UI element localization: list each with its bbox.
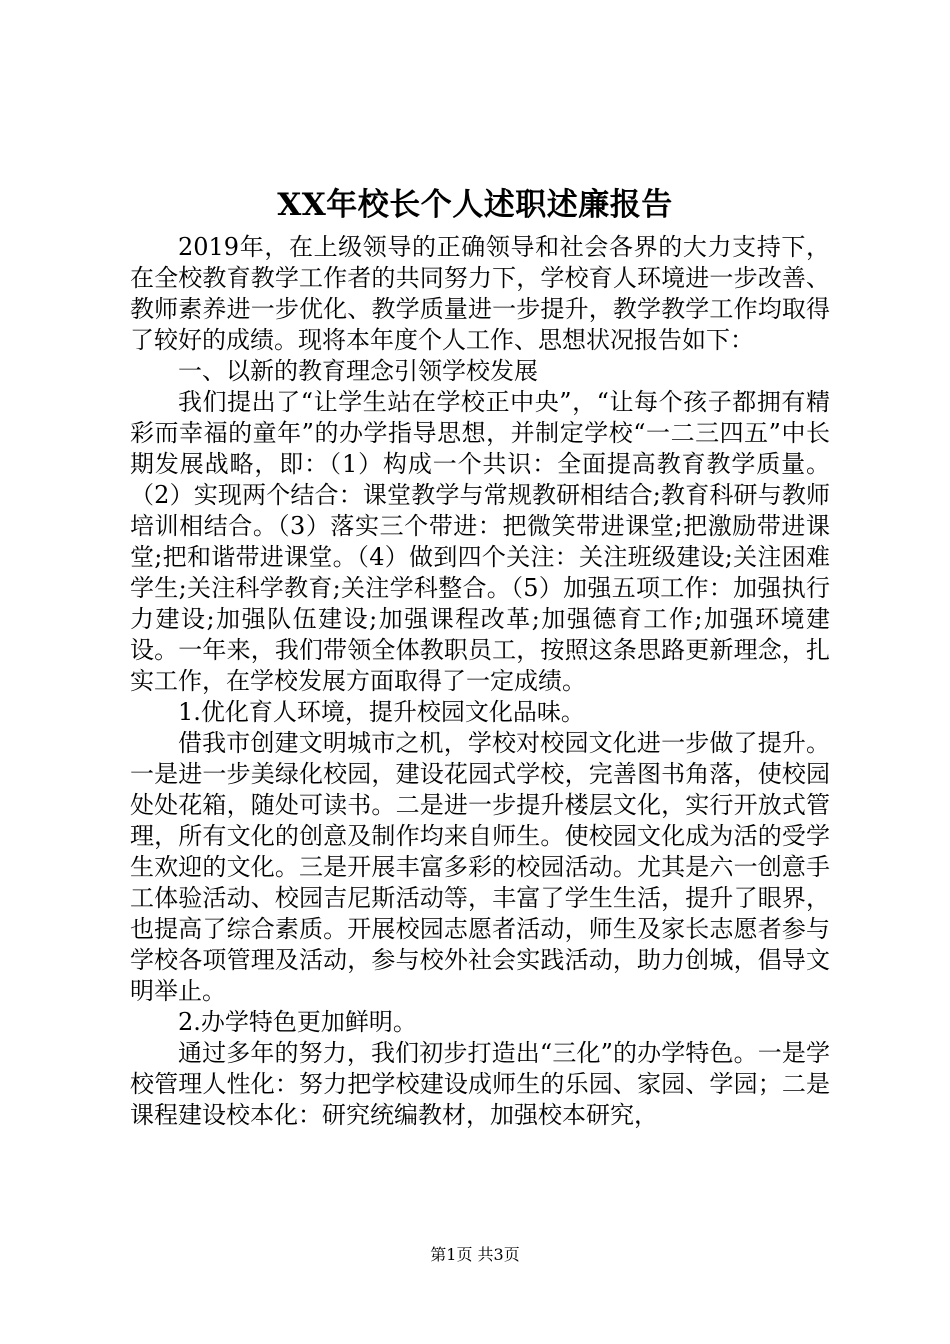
subheading-2: 2.办学特色更加鲜明。	[178, 1008, 417, 1036]
paragraph-strategy: 我们提出了“让学生站在学校正中央”，“让每个孩子都拥有精彩而幸福的童年”的办学指导思想，并制定学校“一二三四五”中长期发展战略，即：（1）构成一个共识：全面提高教育教学质量。（2）实现两个结合：课堂教学与常规教研相结合;教育科研与教师培训相结合。（3）落实三个带进：把微笑带进课堂;把激励带进课堂;把和谐带进课堂。（4）做到四个关注：关注班级建设;关注困难学生;关注科学教育;关注学科整合。（5）加强五项工作：加强执行力建设;加强队伍建设;加强课程改革;加强德育工作;加强环境建设。一年来，我们带领全体教职员工，按照这条思路更新理念，扎实工作，在学校发展方面取得了一定成绩。	[130, 388, 830, 695]
subheading-1: 1.优化育人环境，提升校园文化品味。	[178, 698, 585, 726]
page-footer: 第1页 共3页	[430, 1245, 520, 1264]
paragraph-intro: 2019年，在上级领导的正确领导和社会各界的大力支持下，在全校教育教学工作者的共同努力下，学校育人环境进一步改善、教师素养进一步优化、教学质量进一步提升，教学教学工作均取得了较好的成绩。现将本年度个人工作、思想状况报告如下：	[130, 233, 830, 354]
document-body	[130, 232, 830, 1131]
document-title: XX年校长个人述职述廉报告	[277, 187, 673, 223]
paragraph-school-features: 通过多年的努力，我们初步打造出“三化”的办学特色。一是学校管理人性化：努力把学校建设成师生的乐园、家园、学园；二是课程建设校本化：研究统编教材，加强校本研究，	[130, 1039, 830, 1129]
paragraph-campus-culture: 借我市创建文明城市之机，学校对校园文化进一步做了提升。一是进一步美绿化校园，建设花园式学校，完善图书角落，使校园处处花箱，随处可读书。二是进一步提升楼层文化，实行开放式管理，所有文化的创意及制作均来自师生。使校园文化成为活的受学生欢迎的文化。三是开展丰富多彩的校园活动。尤其是六一创意手工体验活动、校园吉尼斯活动等，丰富了学生生活，提升了眼界，也提高了综合素质。开展校园志愿者活动，师生及家长志愿者参与学校各项管理及活动，参与校外社会实践活动，助力创城，倡导文明举止。	[130, 729, 830, 1005]
section-heading-1: 一、以新的教育理念引领学校发展	[178, 357, 538, 385]
